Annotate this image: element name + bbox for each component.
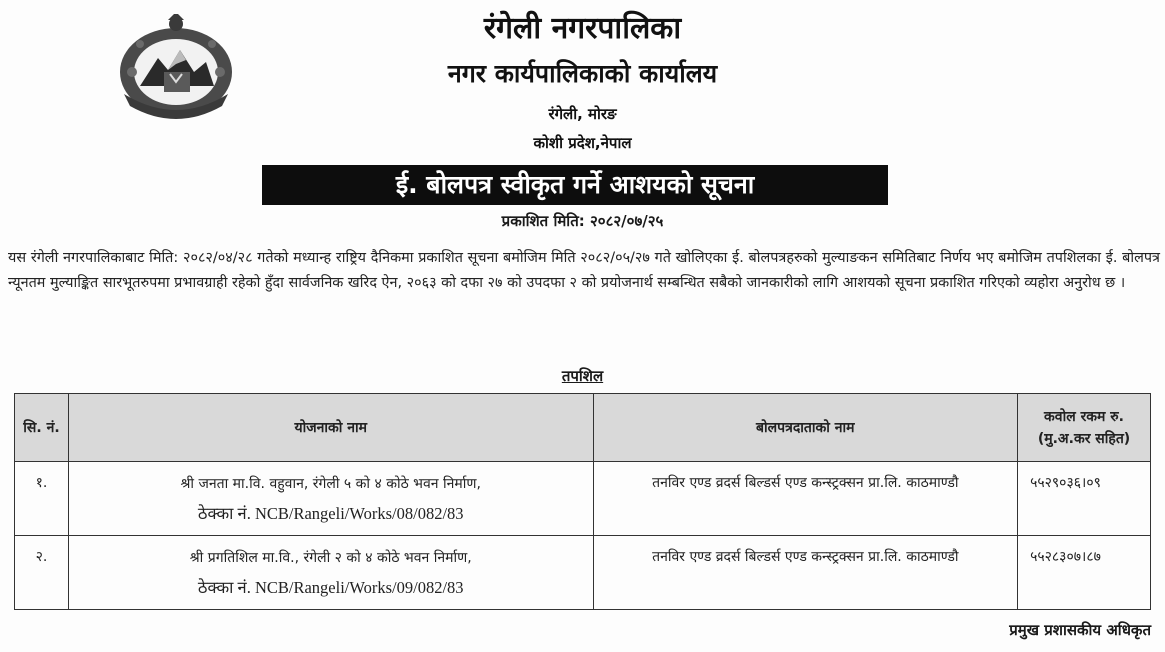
row-sn: १.: [15, 462, 69, 536]
header-plan-name: योजनाको नाम: [68, 394, 593, 462]
table-row: [15, 462, 1151, 536]
org-name: रंगेली नगरपालिका: [483, 11, 682, 46]
notice-body-text: यस रंगेली नगरपालिकाबाट मिति: २०८२/०४/२८ गतेको मध्यान्ह राष्ट्रिय दैनिकमा प्रकाशित सूचना बमोजिम मिति २०८२/०५/२७ गते खोलिएका ई. बोलपत्रहरुको मुल्याङकन समितिबाट निर्णय भए बमोजिम तपशिलका ई. बोलपत्र न्यूनतम मुल्याङ्कित सारभूतरुपमा प्रभावग्राही रहेको हुँदा सार्वजनिक खरिद ऐन, २०६३ को दफा २७ को उपदफा २ को प्रयोजनार्थ सम्बन्धित सबैको जानकारीको लागि आशयको सूचना प्रकाशित गरिएको व्यहोरा अनुरोध छ ।: [8, 250, 1160, 291]
details-heading: [0, 366, 1165, 386]
row-amount: ५५२८३०७।८७: [1018, 536, 1151, 610]
signatory-title: प्रमुख प्रशासकीय अधिकृत: [1009, 621, 1151, 639]
table-row: [15, 536, 1151, 610]
award-details-table: [14, 393, 1151, 610]
tender-number: ठेक्का नं. NCB/Rangeli/Works/08/082/83: [197, 503, 464, 523]
plan-name: श्री प्रगतिशिल मा.वि., रंगेली २ को ४ कोठे भवन निर्माण,: [189, 549, 472, 566]
row-plan: [68, 536, 593, 610]
row-bidder: तनविर एण्ड व्रदर्स बिल्डर्स एण्ड कन्स्ट्रक्सन प्रा.लि. काठमाण्डौ: [593, 536, 1018, 610]
published-date: प्रकाशित मिति: २०८२/०७/२५: [501, 212, 664, 230]
row-sn: २.: [15, 536, 69, 610]
header-bid-amount: कवोल रकम रु. (मु.अ.कर सहित): [1018, 394, 1151, 462]
tender-number: ठेक्का नं. NCB/Rangeli/Works/09/082/83: [197, 577, 464, 597]
row-plan: [68, 462, 593, 536]
office-name: नगर कार्यपालिकाको कार्यालय: [447, 59, 718, 88]
details-heading-label: तपशिल: [561, 367, 604, 385]
office-address: रंगेली, मोरङ: [548, 105, 617, 123]
plan-name: श्री जनता मा.वि. वहुवान, रंगेली ५ को ४ कोठे भवन निर्माण,: [180, 475, 481, 492]
header-sn: सि. नं.: [15, 394, 69, 462]
notice-title-banner: ई. बोलपत्र स्वीकृत गर्ने आशयको सूचना: [262, 165, 888, 205]
province-name: कोशी प्रदेश,नेपाल: [533, 134, 632, 152]
header-bidder-name: बोलपत्रदाताको नाम: [593, 394, 1018, 462]
table-header-row: [15, 394, 1151, 462]
row-bidder: तनविर एण्ड व्रदर्स बिल्डर्स एण्ड कन्स्ट्रक्सन प्रा.लि. काठमाण्डौ: [593, 462, 1018, 536]
row-amount: ५५२९०३६।०९: [1018, 462, 1151, 536]
